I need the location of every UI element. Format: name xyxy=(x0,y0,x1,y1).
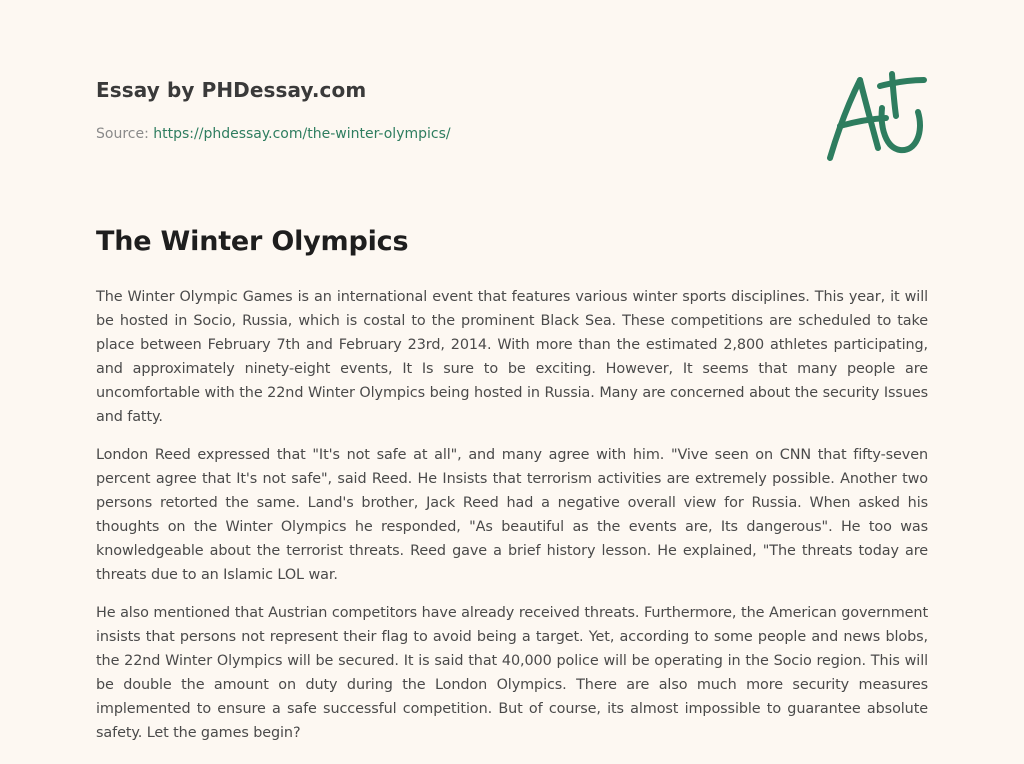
header xyxy=(96,78,451,142)
source-label: Source: xyxy=(96,126,149,142)
essay-body xyxy=(96,285,928,759)
source-line xyxy=(96,126,451,142)
essay-paragraph: London Reed expressed that "It's not safe at all", and many agree with him. "Vive seen on CNN that fifty-seven percent agree that It's not safe", said Reed. He Insists that terrorism activities are extremely possible. Another two persons retorted the same. Land's brother, Jack Reed had a negative overall view for Russia. When asked his thoughts on the Winter Olympics he responded, "As beautiful as the events are, Its dangerous". He too was knowledgeable about the terrorist threats. Reed gave a brief history lesson. He explained, "The threats today are threats due to an Islamic LOL war. xyxy=(96,447,928,583)
essay-title: The Winter Olympics xyxy=(96,226,409,257)
source-link[interactable]: https://phdessay.com/the-winter-olympics/ xyxy=(153,126,451,142)
essay-paragraph: The Winter Olympic Games is an international event that features various winter sports disciplines. This year, it will be hosted in Socio, Russia, which is costal to the prominent Black Sea. These competitions are scheduled to take place between February 7th and February 23rd, 2014. With more than the estimated 2,800 athletes participating, and approximately ninety-eight events, It Is sure to be exciting. However, It seems that many people are uncomfortable with the 22nd Winter Olympics being hosted in Russia. Many are concerned about the security Issues and fatty. xyxy=(96,289,928,425)
a-plus-grade-icon xyxy=(820,66,930,166)
site-brand: Essay by PHDessay.com xyxy=(96,78,367,102)
essay-paragraph: He also mentioned that Austrian competitors have already received threats. Furthermore, the American government insists that persons not represent their flag to avoid being a target. Yet, according to some people and news blobs, the 22nd Winter Olympics will be secured. It is said that 40,000 police will be operating in the Socio region. This will be double the amount on duty during the London Olympics. There are also much more security measures implemented to ensure a safe successful competition. But of course, its almost impossible to guarantee absolute safety. Let the games begin? xyxy=(96,605,928,741)
